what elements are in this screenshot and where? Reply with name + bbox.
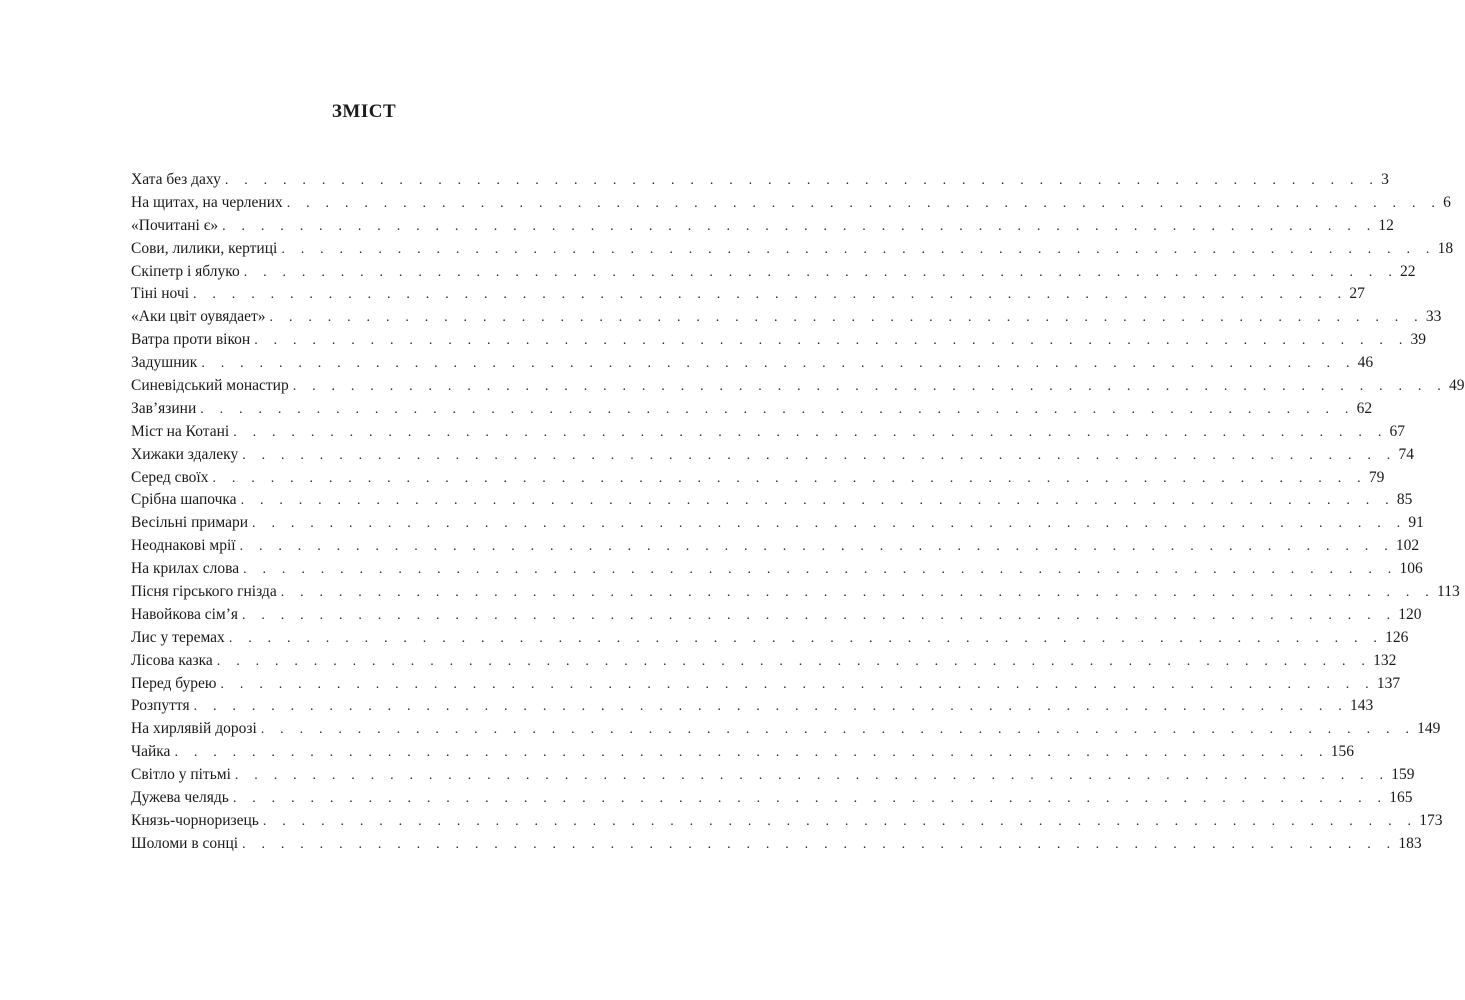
toc-page-number: 102 [1395,537,1420,555]
toc-page-number: 22 [1400,262,1416,280]
toc-dot-leader: . . . . . . . . . . . . . . . . . . . . . . . . . . . . . . . . . . . . . . . . . . . . . . . . . . . . . . . . . . . . [252,516,1407,532]
table-of-contents [131,169,1465,856]
toc-entry-title: Розпуття [131,697,190,715]
toc-dot-leader: . . . . . . . . . . . . . . . . . . . . . . . . . . . . . . . . . . . . . . . . . . . . . . . . . . . . . . . . . . . . [241,607,1397,623]
toc-entry-title: Синевідський монастир [131,377,289,395]
toc-entry-title: Шоломи в сонці [131,834,239,852]
toc-entry [131,329,1427,352]
toc-entry [131,741,1354,764]
toc-entry-title: Тіні ночі [131,285,189,303]
toc-dot-leader: . . . . . . . . . . . . . . . . . . . . . . . . . . . . . . . . . . . . . . . . . . . . . . . . . . . . . . . . . . . . [232,791,1388,807]
toc-page-number: 165 [1389,789,1413,807]
toc-dot-leader: . . . . . . . . . . . . . . . . . . . . . . . . . . . . . . . . . . . . . . . . . . . . . . . . . . . . . . . . . . . . [240,493,1395,509]
toc-entry [131,238,1454,261]
toc-entry-title: Весільні примари [131,514,249,532]
toc-page-number: 143 [1349,697,1374,715]
toc-entry-title: Навойкова сім’я [131,605,238,623]
toc-dot-leader: . . . . . . . . . . . . . . . . . . . . . . . . . . . . . . . . . . . . . . . . . . . . . . . . . . . . . . . . . . . . [286,195,1442,211]
toc-page-number: 18 [1437,239,1454,257]
page-title: ЗМІСТ [331,101,397,122]
toc-entry [131,489,1413,512]
toc-entry-title: Дужева челядь [131,789,229,807]
toc-entry-title: Срібна шапочка [131,491,237,509]
toc-entry [131,787,1413,810]
toc-entry [131,718,1441,741]
toc-dot-leader: . . . . . . . . . . . . . . . . . . . . . . . . . . . . . . . . . . . . . . . . . . . . . . . . . . . . . . . . . . . . [281,241,1436,257]
toc-dot-leader: . . . . . . . . . . . . . . . . . . . . . . . . . . . . . . . . . . . . . . . . . . . . . . . . . . . . . . . . . . . . [262,813,1418,829]
toc-entry [131,558,1423,581]
toc-entry-title: Лісова казка [131,651,213,669]
toc-dot-leader: . . . . . . . . . . . . . . . . . . . . . . . . . . . . . . . . . . . . . . . . . . . . . . . . . . . . . . . . . . . . [228,630,1384,646]
toc-entry-title: Неоднакові мрії [131,537,236,555]
toc-entry [131,535,1420,558]
toc-entry-title: Сови, лилики, кертиці [131,239,278,257]
toc-dot-leader: . . . . . . . . . . . . . . . . . . . . . . . . . . . . . . . . . . . . . . . . . . . . . . . . . . . . . . . . . . . . [242,447,1397,463]
toc-entry [131,673,1401,696]
toc-dot-leader: . . . . . . . . . . . . . . . . . . . . . . . . . . . . . . . . . . . . . . . . . . . . . . . . . . . . . . . . . . . . [212,470,1367,486]
toc-dot-leader: . . . . . . . . . . . . . . . . . . . . . . . . . . . . . . . . . . . . . . . . . . . . . . . . . . . . . . . . . . . . [260,722,1416,738]
toc-dot-leader: . . . . . . . . . . . . . . . . . . . . . . . . . . . . . . . . . . . . . . . . . . . . . . . . . . . . . . . . . . . . [201,356,1356,372]
toc-entry-title: На хирлявій дорозі [131,720,257,738]
toc-entry-title: Хата без даху [131,171,221,188]
toc-entry-title: Чайка [131,743,171,761]
toc-entry [131,444,1415,467]
toc-page-number: 183 [1398,834,1422,852]
toc-page-number: 137 [1376,674,1401,692]
toc-page-number: 79 [1368,468,1385,486]
toc-entry-title: Ватра проти вікон [131,331,251,349]
toc-dot-leader: . . . . . . . . . . . . . . . . . . . . . . . . . . . . . . . . . . . . . . . . . . . . . . . . . . . . . . . . . . . . [269,310,1424,326]
toc-entry-title: Скіпетр і яблуко [131,262,240,280]
toc-dot-leader: . . . . . . . . . . . . . . . . . . . . . . . . . . . . . . . . . . . . . . . . . . . . . . . . . . . . . . . . . . . . [234,768,1390,784]
toc-entry [131,192,1451,215]
toc-dot-leader: . . . . . . . . . . . . . . . . . . . . . . . . . . . . . . . . . . . . . . . . . . . . . . . . . . . . . . . . . . . . [280,585,1436,601]
toc-entry-title: Зав’язини [131,399,197,417]
toc-entry-title: Князь-чорноризець [131,811,259,829]
toc-page-number: 156 [1330,743,1354,761]
toc-page-number: 33 [1425,308,1442,326]
toc-page-number: 3 [1381,171,1389,188]
toc-entry [131,695,1374,718]
toc-page-number: 62 [1356,399,1373,417]
toc-entry [131,352,1374,375]
toc-dot-leader: . . . . . . . . . . . . . . . . . . . . . . . . . . . . . . . . . . . . . . . . . . . . . . . . . . . . . . . . . . . . [193,699,1348,715]
toc-dot-leader: . . . . . . . . . . . . . . . . . . . . . . . . . . . . . . . . . . . . . . . . . . . . . . . . . . . . . . . . . . . . [193,287,1348,303]
toc-page-number: 120 [1398,605,1422,623]
toc-page-number: 91 [1408,514,1424,532]
toc-dot-leader: . . . . . . . . . . . . . . . . . . . . . . . . . . . . . . . . . . . . . . . . . . . . . . . . . . . . . . . . . . . . [174,745,1329,761]
toc-entry-title: Світло у пітьмі [131,766,231,784]
toc-entry-title: Задушник [131,354,198,372]
toc-dot-leader: . . . . . . . . . . . . . . . . . . . . . . . . . . . . . . . . . . . . . . . . . . . . . . . . . . . . . . . . . . . . [292,379,1448,395]
toc-page-number: 39 [1410,331,1427,349]
toc-page-number: 46 [1357,354,1374,372]
toc-page-number: 12 [1378,216,1394,234]
toc-dot-leader: . . . . . . . . . . . . . . . . . . . . . . . . . . . . . . . . . . . . . . . . . . . . . . . . . . . . . . . . . . . . [243,562,1398,578]
toc-entry [131,581,1460,604]
toc-entry-title: Серед своїх [131,468,209,486]
toc-dot-leader: . . . . . . . . . . . . . . . . . . . . . . . . . . . . . . . . . . . . . . . . . . . . . . . . . . . . . . . . . . . . [233,424,1388,440]
toc-entry [131,169,1389,192]
toc-page-number: 132 [1373,651,1397,669]
toc-page-number: 27 [1349,285,1365,303]
toc-entry [131,467,1385,490]
toc-entry [131,261,1416,284]
toc-dot-leader: . . . . . . . . . . . . . . . . . . . . . . . . . . . . . . . . . . . . . . . . . . . . . . . . . . . . . . . . . . . . [242,836,1397,852]
toc-entry-title: «Аки цвіт оувядает» [131,308,266,326]
toc-page-number: 149 [1417,720,1441,738]
toc-dot-leader: . . . . . . . . . . . . . . . . . . . . . . . . . . . . . . . . . . . . . . . . . . . . . . . . . . . . . . . . . . . . [254,333,1409,349]
toc-entry [131,810,1443,833]
toc-entry [131,421,1406,444]
toc-entry [131,627,1409,650]
toc-page-number: 49 [1449,377,1465,395]
toc-dot-leader: . . . . . . . . . . . . . . . . . . . . . . . . . . . . . . . . . . . . . . . . . . . . . . . . . . . . . . . . . . . . [224,173,1380,188]
toc-page-number: 159 [1391,766,1415,784]
toc-page-number: 6 [1443,193,1451,211]
toc-page-number: 67 [1389,422,1406,440]
toc-dot-leader: . . . . . . . . . . . . . . . . . . . . . . . . . . . . . . . . . . . . . . . . . . . . . . . . . . . . . . . . . . . . [220,676,1375,692]
toc-entry-title: На щитах, на черлених [131,193,283,211]
toc-entry [131,604,1422,627]
toc-entry-title: Пісня гірського гнізда [131,583,277,601]
toc-entry [131,512,1424,535]
toc-entry-title: Лис у теремах [131,628,225,646]
toc-entry [131,375,1465,398]
toc-page-number: 85 [1396,491,1413,509]
toc-entry [131,650,1397,673]
toc-page-number: 74 [1398,445,1415,463]
toc-page-number: 173 [1419,811,1443,829]
toc-entry [131,764,1415,787]
toc-dot-leader: . . . . . . . . . . . . . . . . . . . . . . . . . . . . . . . . . . . . . . . . . . . . . . . . . . . . . . . . . . . . [216,653,1372,669]
toc-page-number: 113 [1437,583,1460,601]
toc-dot-leader: . . . . . . . . . . . . . . . . . . . . . . . . . . . . . . . . . . . . . . . . . . . . . . . . . . . . . . . . . . . . [222,218,1377,234]
toc-dot-leader: . . . . . . . . . . . . . . . . . . . . . . . . . . . . . . . . . . . . . . . . . . . . . . . . . . . . . . . . . . . . [200,401,1355,417]
toc-entry [131,306,1442,329]
toc-dot-leader: . . . . . . . . . . . . . . . . . . . . . . . . . . . . . . . . . . . . . . . . . . . . . . . . . . . . . . . . . . . . [239,539,1394,555]
toc-entry [131,398,1373,421]
toc-page-number: 106 [1399,560,1423,578]
toc-entry-title: Хижаки здалеку [131,445,239,463]
toc-entry [131,283,1365,306]
toc-entry-title: Міст на Котані [131,422,230,440]
toc-entry-title: Перед бурею [131,674,217,692]
toc-entry-title: На крилах слова [131,560,240,578]
toc-page-number: 126 [1385,628,1409,646]
toc-entry [131,215,1394,238]
toc-entry-title: «Почитані є» [131,216,219,234]
toc-dot-leader: . . . . . . . . . . . . . . . . . . . . . . . . . . . . . . . . . . . . . . . . . . . . . . . . . . . . . . . . . . . . [243,264,1399,280]
toc-entry [131,833,1422,856]
